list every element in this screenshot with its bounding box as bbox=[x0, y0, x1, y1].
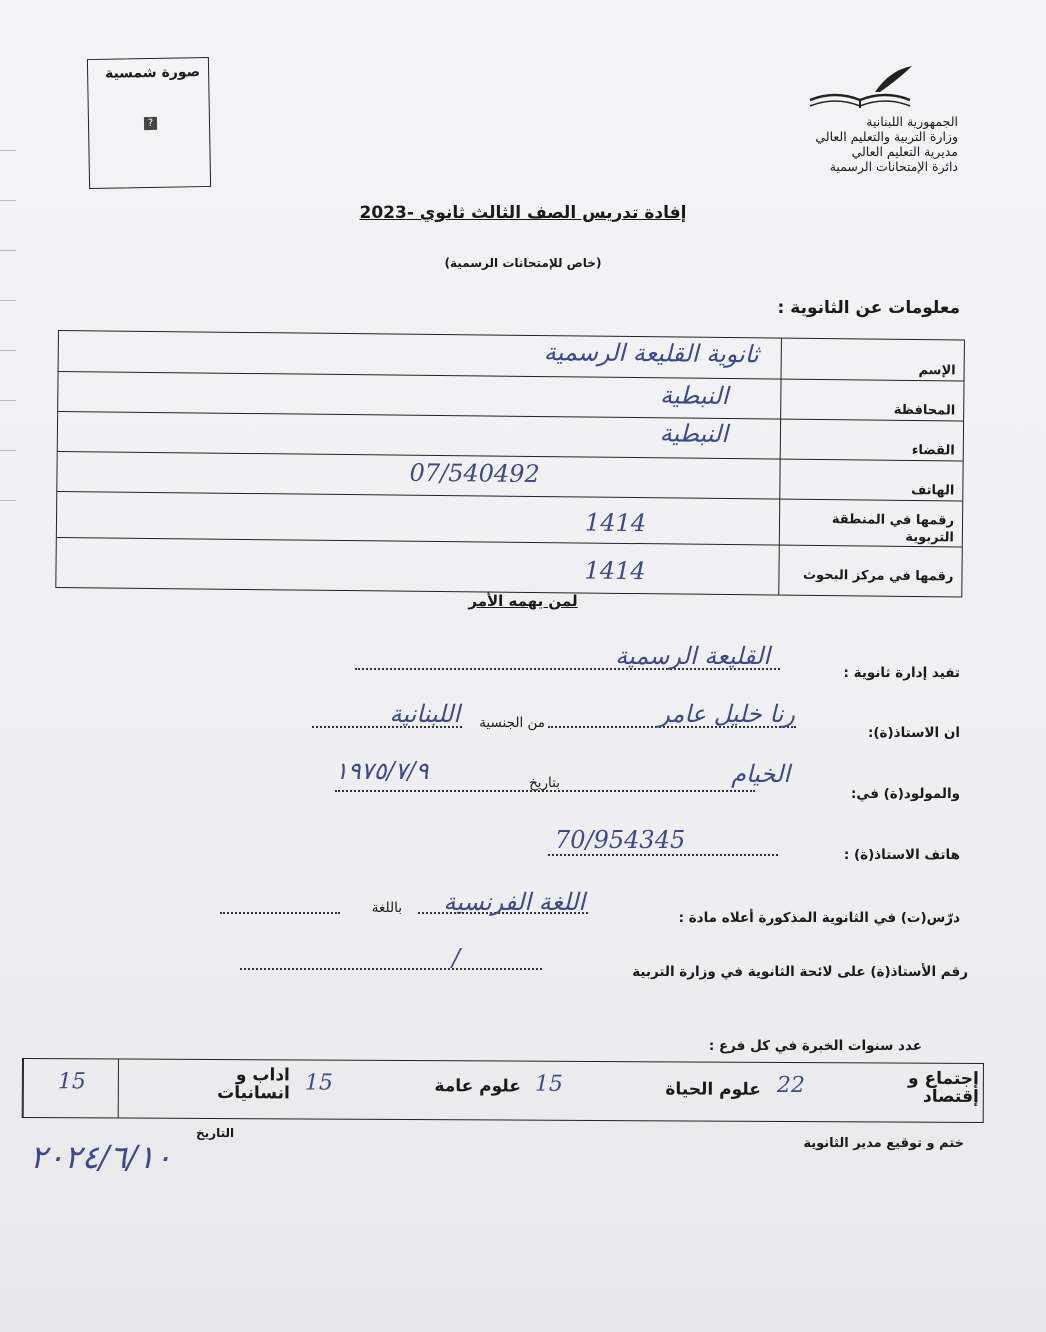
date-label: بتاريخ bbox=[529, 775, 560, 791]
row-value: النبطية bbox=[659, 419, 729, 449]
page-margin-marks bbox=[0, 0, 20, 1332]
principal-seal-label: ختم و توقيع مدير الثانوية bbox=[803, 1136, 964, 1151]
ministry-line: الجمهورية اللبنانية bbox=[866, 114, 958, 129]
branch-name: علوم الحياة bbox=[665, 1079, 761, 1100]
ministry-header bbox=[788, 114, 958, 174]
ministry-logo-icon bbox=[800, 62, 920, 114]
row-label: رقمها في المنطقة التربوية bbox=[831, 512, 955, 546]
row-label: الهاتف bbox=[911, 482, 955, 499]
row-value: ثانوية القليعة الرسمية bbox=[543, 338, 759, 369]
concern-title: لمن يهمه الأمر bbox=[468, 592, 578, 610]
ministry-line: وزارة التربية والتعليم العالي bbox=[815, 129, 958, 144]
document-subtitle: (خاص للإمتحانات الرسمية) bbox=[444, 256, 602, 270]
row-value: 07/540492 bbox=[409, 458, 540, 489]
registration-label: رقم الأستاذ(ة) على لائحة الثانوية في وزارة التربية bbox=[632, 964, 968, 980]
experience-heading: عدد سنوات الخبرة في كل فرع : bbox=[708, 1038, 922, 1054]
dotted-line bbox=[548, 854, 778, 856]
experience-cell-humanities bbox=[118, 1060, 354, 1119]
branch-years: 15 bbox=[534, 1071, 563, 1097]
taught-subject-value: اللغة الفرنسية bbox=[443, 888, 585, 916]
row-label: الإسم bbox=[918, 363, 956, 379]
experience-cell-life-sciences bbox=[534, 1062, 853, 1121]
language-label: باللغة bbox=[371, 900, 402, 916]
teacher-phone-label: هاتف الاستاذ(ة) : bbox=[843, 847, 960, 863]
ministry-line: مديرية التعليم العالي bbox=[851, 144, 958, 159]
school-info-table bbox=[55, 330, 965, 597]
birth-date-value: ١٩٧٥/٧/٩ bbox=[335, 757, 429, 785]
footer-date-value: ٢٠٢٤/٦/١٠ bbox=[30, 1138, 172, 1176]
nationality-label: من الجنسية bbox=[479, 715, 545, 731]
branch-name: علوم عامة bbox=[434, 1076, 521, 1097]
row-value: النبطية bbox=[659, 381, 729, 411]
taught-label: درّس(ت) في الثانوية المذكورة أعلاه مادة : bbox=[678, 910, 960, 926]
dotted-line bbox=[240, 968, 542, 970]
teacher-value: رنا خليل عامر bbox=[658, 700, 795, 728]
photo-box bbox=[87, 57, 211, 189]
teacher-label: ان الاستاذ(ة): bbox=[867, 725, 960, 741]
photo-label: صورة شمسية bbox=[104, 64, 201, 82]
dotted-line bbox=[220, 912, 340, 914]
dotted-line bbox=[335, 790, 755, 792]
born-value: الخيام bbox=[731, 760, 790, 788]
experience-cell-ijtima bbox=[776, 1063, 983, 1122]
nationality-value: اللبنانية bbox=[389, 700, 460, 728]
row-value: 1414 bbox=[584, 508, 647, 538]
branch-years: 22 bbox=[776, 1072, 805, 1099]
document-title: إفادة تدريس الصف الثالث ثانوي -2023 bbox=[359, 203, 687, 223]
branch-years: 15 bbox=[304, 1070, 333, 1096]
teacher-phone-value: 70/954345 bbox=[555, 826, 686, 854]
row-label: القضاء bbox=[911, 442, 955, 459]
branch-name: إجتماع و إقتصاد bbox=[907, 1068, 979, 1108]
school-admin-label: تفيد إدارة ثانوية : bbox=[843, 665, 960, 681]
ministry-line: دائرة الإمتحانات الرسمية bbox=[829, 159, 958, 174]
row-label: رقمها في مركز البحوث bbox=[802, 567, 954, 585]
born-label: والمولود(ة) في: bbox=[851, 786, 960, 802]
row-value: 1414 bbox=[584, 556, 646, 586]
footer-date-label: التاريخ bbox=[196, 1126, 235, 1140]
school-admin-value: القليعة الرسمية bbox=[615, 642, 770, 670]
branch-name: اداب و انسانيات bbox=[217, 1065, 290, 1104]
school-info-heading: معلومات عن الثانوية : bbox=[777, 298, 960, 318]
experience-cell-general-sciences bbox=[304, 1061, 593, 1120]
registration-value: / bbox=[452, 944, 461, 972]
photo-placeholder-icon: ? bbox=[144, 117, 157, 130]
table-row bbox=[56, 537, 961, 596]
experience-cell-humanities-value bbox=[23, 1059, 119, 1118]
branch-years: 15 bbox=[57, 1069, 86, 1095]
experience-table bbox=[22, 1058, 984, 1123]
row-label: المحافظة bbox=[893, 402, 956, 419]
